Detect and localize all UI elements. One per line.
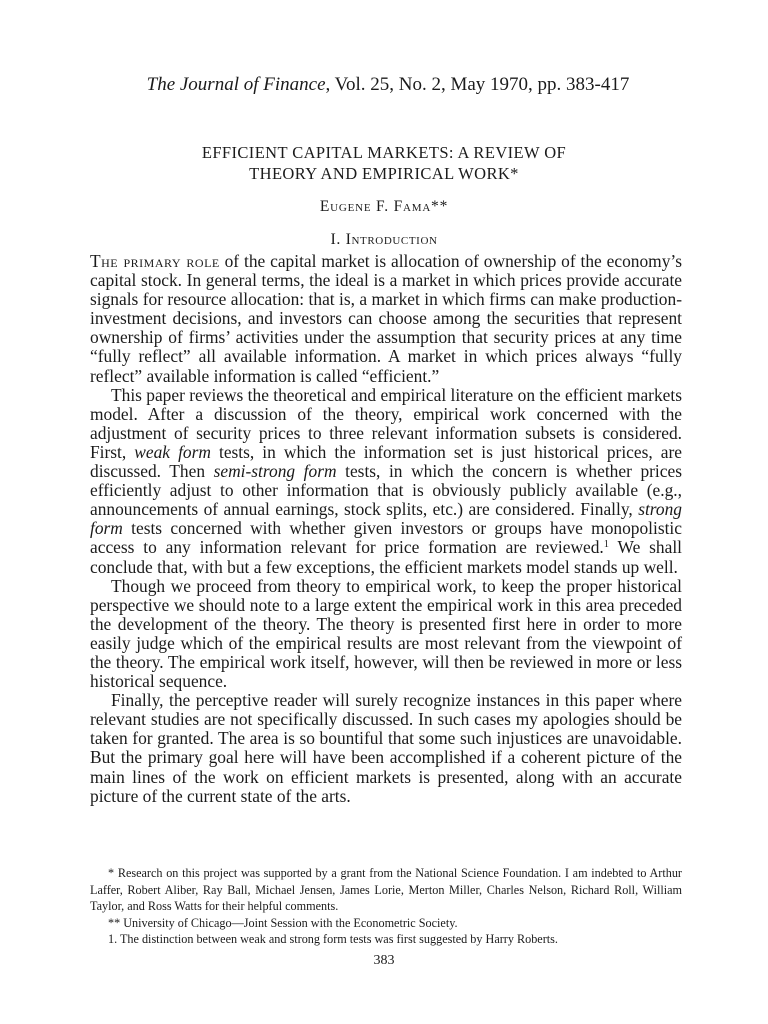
page-number: 383 (373, 953, 395, 968)
article-body (90, 252, 682, 806)
paragraph-4: Finally, the perceptive reader will surely recognize instances in this paper where relevant studies are not specifically discussed. In such cases my apologies should be taken for granted. The area is so bountiful that some such injustices are unavoidable. But the primary goal here will have been accomplished if a coherent picture of the main lines of the work on efficient markets is presented, along with an accurate picture of the current state of the arts. (90, 690, 682, 806)
paragraph-2-text-c: tests, in which the concern is whether prices efficiently adjust to other information that is obviously publicly available (e.g., announcements of annual earnings, stock splits, etc.) are considered. Finally, (90, 461, 682, 520)
strong-form-term: strong form (90, 499, 682, 539)
footnote-star: * Research on this project was supported by a grant from the National Science Foundation. I am indebted to Arthur Laffer, Robert Aliber, Ray Ball, Michael Jensen, James Lorie, Merton Miller, Charles Nelson, Richard Roll, William Taylor, and Ross Watts for their helpful comments. (90, 866, 682, 913)
semi-strong-form-term: semi-strong form (213, 461, 337, 482)
author-name: Eugene F. Fama** (319, 198, 449, 215)
paragraph-2 (90, 386, 682, 577)
section-heading: I. Introduction (330, 231, 438, 248)
footnote-1: 1. The distinction between weak and strong form tests was first suggested by Harry Roberts. (108, 932, 558, 946)
paragraph-2-text-e: We shall conclude that, with but a few exceptions, the efficient markets model stands up well. (90, 537, 682, 577)
paragraph-2-text-a: This paper reviews the theoretical and empirical literature on the efficient markets model. After a discussion of the theory, empirical work concerned with the adjustment of security prices to three relevant information subsets is considered. First, (90, 384, 682, 462)
footnotes (90, 865, 682, 948)
journal-name: The Journal of Finance (146, 74, 326, 95)
paragraph-lead-in: The primary role (90, 251, 220, 271)
footnote-marker-1: 1 (603, 539, 610, 551)
paragraph-1 (90, 252, 682, 386)
journal-citation (88, 72, 688, 98)
title-line-2: THEORY AND EMPIRICAL WORK* (249, 164, 519, 183)
paragraph-2-text-d: tests concerned with whether given investors or groups have monopolistic access to any information relevant for price formation are reviewed. (90, 518, 682, 558)
citation-details: , Vol. 25, No. 2, May 1970, pp. 383-417 (325, 74, 630, 95)
weak-form-term: weak form (134, 441, 211, 462)
title-line-1: EFFICIENT CAPITAL MARKETS: A REVIEW OF (201, 143, 567, 162)
paragraph-1-text: of the capital market is allocation of ownership of the economy’s capital stock. In general terms, the ideal is a market in which prices provide accurate signals for resource allocation: that is, a market in which firms can make production-investment decisions, and investors can choose among the securities that represent ownership of firms’ activities under the assumption that security prices at any time “fully reflect” all available information. A market in which prices always “fully reflect” available information is called “efficient.” (90, 251, 682, 386)
paragraph-3: Though we proceed from theory to empirical work, to keep the proper historical perspective we should note to a large extent the empirical work in this area preceded the development of the theory. The theory is presented first here in order to more easily judge which of the empirical results are most relevant from the viewpoint of the theory. The empirical work itself, however, will then be reviewed in more or less historical sequence. (90, 575, 682, 692)
footnote-double-star: ** University of Chicago—Joint Session with the Econometric Society. (108, 915, 458, 930)
paragraph-2-text-b: tests, in which the information set is just historical prices, are discussed. Then (90, 441, 682, 482)
article-title (84, 142, 684, 184)
